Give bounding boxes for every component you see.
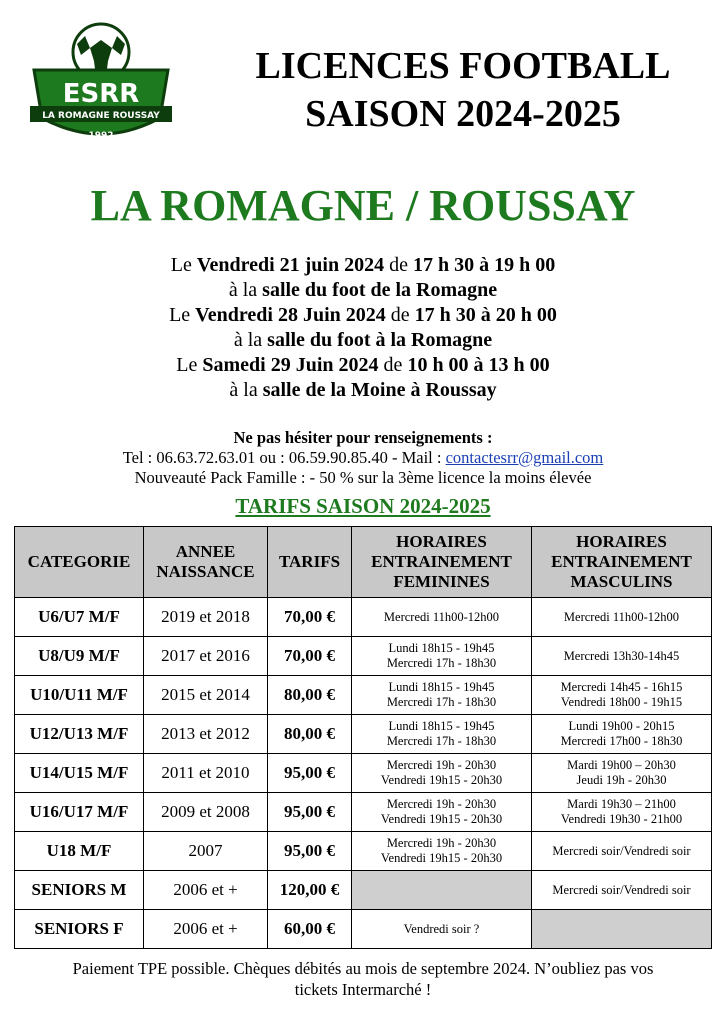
- cell-annee: 2017 et 2016: [144, 637, 268, 676]
- cell-horaires-feminines: [352, 637, 532, 676]
- schedule-line: Vendredi soir ?: [403, 921, 480, 936]
- cell-horaires-feminines: [352, 754, 532, 793]
- cell-tarif: 95,00 €: [268, 832, 352, 871]
- table-row: [15, 910, 712, 949]
- cell-categorie: U14/U15 M/F: [15, 754, 144, 793]
- title-line-1: LICENCES FOOTBALL: [255, 45, 671, 87]
- cell-horaires-feminines: [352, 832, 532, 871]
- info-tel: Tel : 06.63.72.63.01 ou : 06.59.90.85.40 - Mail : contactesrr@gmail.com: [122, 448, 604, 467]
- info-pack: Nouveauté Pack Famille : - 50 % sur la 3ème licence la moins élevée: [134, 468, 592, 487]
- schedule-place: à la salle de la Moine à Roussay: [229, 379, 497, 401]
- schedule-line: Mercredi 17h - 18h30: [386, 695, 497, 709]
- cell-horaires-feminines: [352, 676, 532, 715]
- schedule-item: Le Vendredi 21 juin 2024 de 17 h 30 à 19 h 00: [170, 254, 556, 276]
- schedule-line: Mercredi 17h - 18h30: [386, 734, 497, 748]
- schedule-line: Lundi 18h15 - 19h45: [388, 719, 495, 733]
- cell-tarif: 60,00 €: [268, 910, 352, 949]
- table-row: [15, 793, 712, 832]
- cell-tarif: 70,00 €: [268, 598, 352, 637]
- logo-year: 1992: [88, 131, 114, 141]
- schedule-line: Jeudi 19h - 20h30: [576, 773, 667, 787]
- table-row: [15, 715, 712, 754]
- schedule-line: Mercredi soir/Vendredi soir: [552, 882, 691, 897]
- schedule-line: Mercredi 19h - 20h30: [386, 758, 497, 772]
- title-line-2: SAISON 2024-2025: [305, 93, 621, 135]
- cell-tarif: 80,00 €: [268, 676, 352, 715]
- table-row: [15, 832, 712, 871]
- schedule-item: Le Samedi 29 Juin 2024 de 10 h 00 à 13 h 00: [176, 354, 550, 376]
- cell-categorie: U16/U17 M/F: [15, 793, 144, 832]
- schedule-item: Le Vendredi 28 Juin 2024 de 17 h 30 à 20 h 00: [169, 304, 557, 326]
- schedule-line: Mardi 19h00 – 20h30: [567, 758, 676, 772]
- schedule-line: Lundi 18h15 - 19h45: [388, 641, 495, 655]
- cell-horaires-masculins: [532, 910, 712, 949]
- logo-ribbon-text: LA ROMAGNE ROUSSAY: [42, 111, 160, 121]
- cell-annee: 2007: [144, 832, 268, 871]
- schedule-line: Vendredi 19h15 - 20h30: [380, 773, 503, 787]
- contact-info: [0, 428, 726, 488]
- cell-annee: 2006 et +: [144, 871, 268, 910]
- cell-horaires-feminines: [352, 793, 532, 832]
- page-title: [200, 42, 726, 138]
- header-categorie: CATEGORIE: [15, 527, 144, 598]
- schedule-line: Vendredi 19h30 - 21h00: [560, 812, 683, 826]
- schedule-line: Mercredi 11h00-12h00: [563, 609, 680, 624]
- schedule-line: Mercredi soir/Vendredi soir: [552, 843, 691, 858]
- schedule-line: Lundi 18h15 - 19h45: [388, 680, 495, 694]
- cell-horaires-masculins: [532, 598, 712, 637]
- cell-categorie: U12/U13 M/F: [15, 715, 144, 754]
- cell-categorie: U6/U7 M/F: [15, 598, 144, 637]
- cell-horaires-feminines: [352, 871, 532, 910]
- cell-tarif: 95,00 €: [268, 754, 352, 793]
- club-logo: [26, 22, 176, 150]
- footer-note: [0, 958, 726, 1000]
- footer-line-2: tickets Intermarché !: [294, 980, 432, 999]
- cell-horaires-masculins: [532, 637, 712, 676]
- cell-categorie: U10/U11 M/F: [15, 676, 144, 715]
- schedule-line: Vendredi 19h15 - 20h30: [380, 812, 503, 826]
- schedule-line: Mercredi 11h00-12h00: [383, 609, 500, 624]
- tarifs-table: [14, 526, 712, 949]
- schedule-place: à la salle du foot de la Romagne: [228, 279, 498, 301]
- cell-categorie: U8/U9 M/F: [15, 637, 144, 676]
- cell-horaires-masculins: [532, 871, 712, 910]
- header-annee: ANNEE NAISSANCE: [144, 527, 268, 598]
- cell-categorie: SENIORS M: [15, 871, 144, 910]
- table-row: [15, 871, 712, 910]
- cell-horaires-feminines: [352, 715, 532, 754]
- footer-line-1: Paiement TPE possible. Chèques débités au mois de septembre 2024. N’oubliez pas vos: [72, 959, 654, 978]
- cell-horaires-feminines: [352, 910, 532, 949]
- table-row: [15, 754, 712, 793]
- logo-text: ESRR: [62, 79, 140, 109]
- cell-annee: 2006 et +: [144, 910, 268, 949]
- schedule-line: Mercredi 14h45 - 16h15: [560, 680, 683, 694]
- cell-annee: 2019 et 2018: [144, 598, 268, 637]
- schedule-line: Mercredi 17h00 - 18h30: [560, 734, 683, 748]
- cell-categorie: SENIORS F: [15, 910, 144, 949]
- info-ask: Ne pas hésiter pour renseignements :: [233, 428, 493, 447]
- cell-tarif: 95,00 €: [268, 793, 352, 832]
- cell-categorie: U18 M/F: [15, 832, 144, 871]
- schedule-line: Mercredi 13h30-14h45: [563, 648, 680, 663]
- schedule-place: à la salle du foot à la Romagne: [233, 329, 493, 351]
- schedule-line: Vendredi 19h15 - 20h30: [380, 851, 503, 865]
- club-name: LA ROMAGNE / ROUSSAY: [90, 181, 636, 230]
- cell-horaires-masculins: [532, 793, 712, 832]
- cell-annee: 2013 et 2012: [144, 715, 268, 754]
- schedule-line: Mercredi 19h - 20h30: [386, 797, 497, 811]
- cell-annee: 2009 et 2008: [144, 793, 268, 832]
- cell-tarif: 80,00 €: [268, 715, 352, 754]
- cell-horaires-feminines: [352, 598, 532, 637]
- table-header-row: [15, 527, 712, 598]
- cell-tarif: 120,00 €: [268, 871, 352, 910]
- cell-horaires-masculins: [532, 676, 712, 715]
- cell-horaires-masculins: [532, 832, 712, 871]
- registration-schedule: [0, 253, 726, 403]
- email-link[interactable]: contactesrr@gmail.com: [445, 448, 604, 467]
- table-row: [15, 598, 712, 637]
- header-tarifs: TARIFS: [268, 527, 352, 598]
- tarifs-title: TARIFS SAISON 2024-2025: [235, 494, 491, 518]
- cell-horaires-masculins: [532, 715, 712, 754]
- header-masculins: HORAIRES ENTRAINEMENT MASCULINS: [532, 527, 712, 598]
- schedule-line: Mercredi 17h - 18h30: [386, 656, 497, 670]
- schedule-line: Mercredi 19h - 20h30: [386, 836, 497, 850]
- cell-annee: 2011 et 2010: [144, 754, 268, 793]
- cell-horaires-masculins: [532, 754, 712, 793]
- table-row: [15, 676, 712, 715]
- schedule-line: Lundi 19h00 - 20h15: [568, 719, 675, 733]
- schedule-line: Mardi 19h30 – 21h00: [567, 797, 676, 811]
- cell-annee: 2015 et 2014: [144, 676, 268, 715]
- cell-tarif: 70,00 €: [268, 637, 352, 676]
- schedule-line: Vendredi 18h00 - 19h15: [560, 695, 683, 709]
- header-feminines: HORAIRES ENTRAINEMENT FEMININES: [352, 527, 532, 598]
- table-row: [15, 637, 712, 676]
